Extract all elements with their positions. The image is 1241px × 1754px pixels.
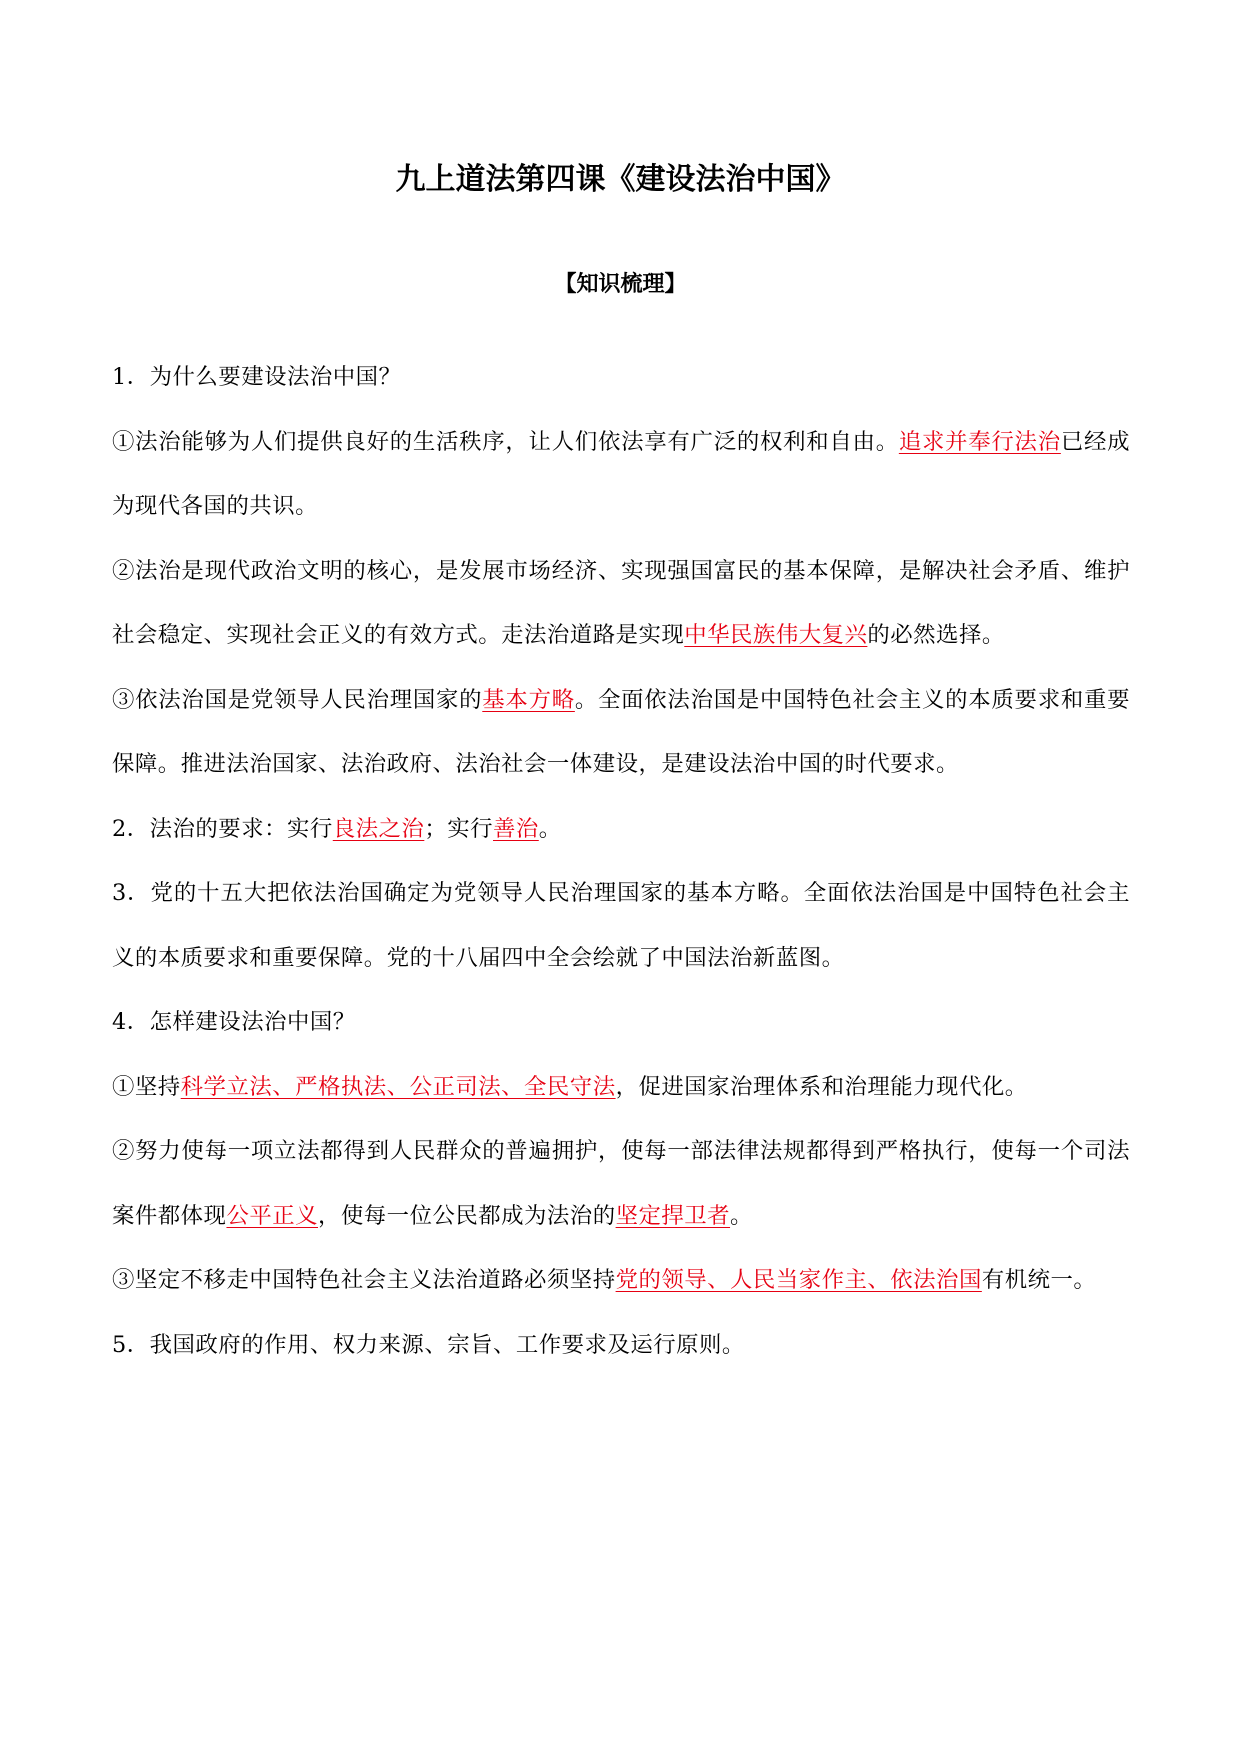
text-segment: ，促进国家治理体系和治理能力现代化。 (615, 1073, 1028, 1100)
highlighted-term: 党的领导、人民当家作主、依法治国 (615, 1267, 982, 1293)
text-segment: ①坚持 (112, 1073, 181, 1100)
text-segment: ③坚定不移走中国特色社会主义法治道路必须坚持 (112, 1267, 616, 1293)
paragraph (112, 990, 1130, 1055)
text-segment: 有机统一。 (981, 1267, 1097, 1293)
section-heading: 【知识梳理】 (554, 272, 687, 297)
text-segment: 。 (730, 1202, 753, 1229)
text-segment: 的必然选择。 (867, 622, 1005, 648)
text-segment: ①法治能够为人们提供良好的生活秩序，让人们依法享有广泛的权利和自由。 (112, 428, 899, 455)
text-segment: ②法治是现代政治文明的核心，是发展市场经济、实现强国富民的基本保障，是解决社会矛盾、维护社会稳定、实现社会正义的有效方式。走法治道路是实现 (112, 557, 1130, 648)
highlighted-term: 中华民族伟大复兴 (684, 622, 868, 648)
text-segment: ，使每一位公民都成为法治的 (318, 1202, 616, 1229)
highlighted-term: 基本方略 (482, 686, 575, 713)
paragraph (112, 1119, 1130, 1248)
paragraph (112, 861, 1130, 990)
highlighted-term: 追求并奉行法治 (898, 428, 1061, 455)
text-segment: 。 (538, 815, 562, 842)
text-segment: ②努力使每一项立法都得到人民群众的普遍拥护，使每一部法律法规都得到严格执行，使每一个司法案件都体现 (112, 1138, 1130, 1229)
text-segment: 4．怎样建设法治中国？ (112, 1009, 356, 1035)
document-title: 九上道法第四课《建设法治中国》 (395, 162, 846, 197)
paragraph (112, 345, 1130, 410)
paragraph (112, 668, 1130, 797)
paragraph (112, 1055, 1130, 1120)
highlighted-term: 善治 (493, 815, 539, 842)
highlighted-term: 良法之治 (332, 815, 425, 842)
paragraph (112, 797, 1130, 862)
text-segment: 5．我国政府的作用、权力来源、宗旨、工作要求及运行原则。 (112, 1331, 745, 1358)
paragraph (112, 410, 1130, 539)
highlighted-term: 公平正义 (226, 1202, 319, 1229)
text-segment: 3．党的十五大把依法治国确定为党领导人民治理国家的基本方略。全面依法治国是中国特色社会主义的本质要求和重要保障。党的十八届四中全会绘就了中国法治新蓝图。 (112, 880, 1130, 971)
text-segment: 已经成为现代各国的共识。 (112, 428, 1131, 519)
paragraph (112, 1313, 1130, 1378)
paragraph (112, 539, 1130, 668)
highlighted-term: 科学立法、严格执法、公正司法、全民守法 (180, 1073, 616, 1100)
paragraph (112, 1248, 1130, 1313)
text-segment: 1．为什么要建设法治中国？ (112, 364, 402, 390)
document-body (112, 345, 1130, 1377)
text-segment: 。全面依法治国是中国特色社会主义的本质要求和重要保障。推进法治国家、法治政府、法治社会一体建设，是建设法治中国的时代要求。 (112, 686, 1131, 777)
text-segment: ；实行 (424, 815, 493, 842)
text-segment: 2．法治的要求：实行 (112, 815, 333, 842)
highlighted-term: 坚定捍卫者 (615, 1202, 731, 1229)
text-segment: ③依法治国是党领导人民治理国家的 (112, 686, 483, 713)
